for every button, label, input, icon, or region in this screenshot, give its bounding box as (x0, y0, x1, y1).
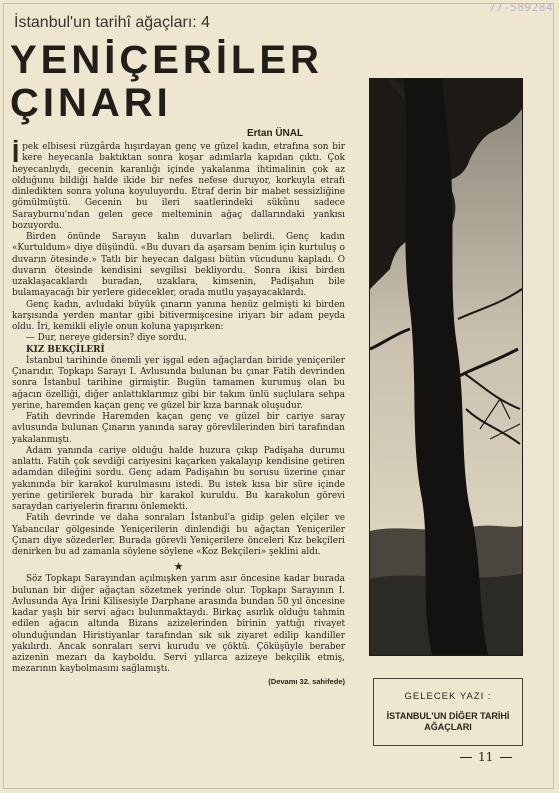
article-body (12, 138, 345, 687)
paragraph-1 (12, 138, 345, 232)
title-line-2: ÇINARI (10, 81, 172, 125)
series-heading: İstanbul'un tarihî ağaçları: 4 (14, 14, 211, 31)
paragraph-5: İstanbul tarihinde önemli yer işgal eden ağaçlardan biride yeniçeriler Çınarıdır. Topkapı Sarayı I. Avlusunda bulunan bu çınar Fatih devrinden sonra İstanbul tarihine girmiştir. Bugün tamamen kurumuş olan bu ağacın özelliği, diğer anlattıklarımız gibi bir takım ünlü suçlulara sehpa yerine, haremden kaçan genç ve güzel bir kıza barınak oluşudur. (12, 355, 345, 411)
next-article-label: GELECEK YAZI : (404, 691, 492, 702)
author-byline: Ertan ÜNAL (247, 128, 304, 139)
tree-photo-image (370, 79, 522, 655)
subheading: KIZ BEKÇİLERİ (26, 344, 105, 355)
paragraph-2: Birden önünde Sarayın kalın duvarları belirdi. Genç kadın «Kurtuldum» diye düşündü. «Bu duvarı da aşarsam benim için kurtuluş o duvarın ötesinde.» Tatlı bir heyecan dalgası bütün vücudunu kapladı. O duvarın ötesinde kendisini sevgilisi bekliyordu. Sonra ikisi birden uzaklaşacaklardı buradan, uzaklara, kimsenin, Padişahın bile bulamayacağı bir yerlere gidecekler, orada mutlu yaşayacaklardı. (12, 232, 345, 299)
paragraph-7: Adam yanında cariye olduğu halde huzura çıkıp Padişaha durumu anlattı. Fatih çok sevdiği cariyesini kaçarken yakalayıp kendisine getiren adamdan dileğini sordu. Genç adam Padişahın bu sorusu üzerine çınar yakınında bir karakol kurulmasını istedi. Bu istek kısa bir süre içinde yerine getirilerek burada bir karakol kuruldu. Bu karakolun görevi saraydan cariyelerin firarını önlemekti. (12, 445, 345, 512)
paragraph-6: Fatih devrinde Haremden kaçan genç ve güzel bir cariye saray avlusunda bulunan Çınarın yanında saray görevlilerinden biri tarafından yakalanmıştı. (12, 412, 345, 445)
next-article-box (373, 678, 523, 746)
paragraph-9: Söz Topkapı Sarayından açılmışken yarım asır öncesine kadar burada bulunan bir diğer ağaçtan sözetmek yerinde olur. Topkapı Sarayının I. Avlusunda Aya İrini Kilisesiyle Darphane arasında bundan 50 yıl öncesine kadar yaşlı bir servi ağacı bulunmaktaydı. Birkaç asırlık olduğu tahmin edilen ağacın altında Bizans azizelerinden birinin yattığı rivayet olunduğundan Hiristiyanlar tarafından sık sık ziyaret edilip kandiller yakılırdı. Ancak sonraları servi kurudu ve çöktü. Çöküşüyle beraber azizenin mezarı da kayboldu. Servi yıllarca azizeye bekçilik etmiş, mezarının kaybolmasını sağlamıştı. (12, 574, 345, 675)
paragraph-3: Genç kadın, avludaki büyük çınarın yanına henüz gelmişti ki birden karşısında yerden mantar gibi bitivermişcesine iriyarı bir adam peyda oldu. İri, kemikli eliyle onun koluna yapışırken: (12, 299, 345, 332)
archive-stamp: 77-589284 (488, 1, 553, 14)
dropcap: İ (12, 138, 20, 168)
continued-note: (Devamı 32. sahifede) (268, 676, 345, 686)
paragraph-1-text: pek elbisesi rüzgârda hışırdayan genç ve güzel kadın, etrafına son bir kere heyecanla baktıktan sonra koşar adımlarla kapıdan çıktı. Çok heyecanlıydı, gecenin karanlığı içinde yakalanma ihtimalinin çok az olduğunu bildiği halde ikide bir nefes nefese duruyor, korkuyla etrafı dinledikten sonra yoluna koyuluyordu. Etraf derin bir mabet sessizliğine gömülmüştü. Gecenin bu ileri saatlerindeki sükûnu sadece Sarayburnu'ndan gelen gece melteminin ağaç dallarındaki yankısı bozuyordu. (12, 142, 345, 231)
title-line-1: YENİÇERİLER (10, 38, 323, 82)
page-number-dash-left (460, 757, 472, 758)
paragraph-4: — Dur, nereye gidersin? diye sordu. (26, 333, 187, 344)
page-number-dash-right (500, 757, 512, 758)
star-separator: ★ (173, 560, 184, 574)
paragraph-8: Fatih devrinde ve daha sonraları İstanbul'a gidip gelen elçiler ve Yabancılar gölgesinde Yeniçerilerin dinlendiği bu ağaçtan Yeniçeriler Çınarı diye sözederler. Burada görevli Yeniçerilere önceleri Kız bekçileri denirken bu ad zamanla söylene söylene «Koz Bekçileri» şeklini aldı. (12, 513, 345, 557)
tree-photo (369, 78, 523, 656)
page-number: 11 (478, 750, 494, 764)
next-article-title: İSTANBUL'UN DİĞER TARİHİ AĞAÇLARI (386, 711, 510, 732)
